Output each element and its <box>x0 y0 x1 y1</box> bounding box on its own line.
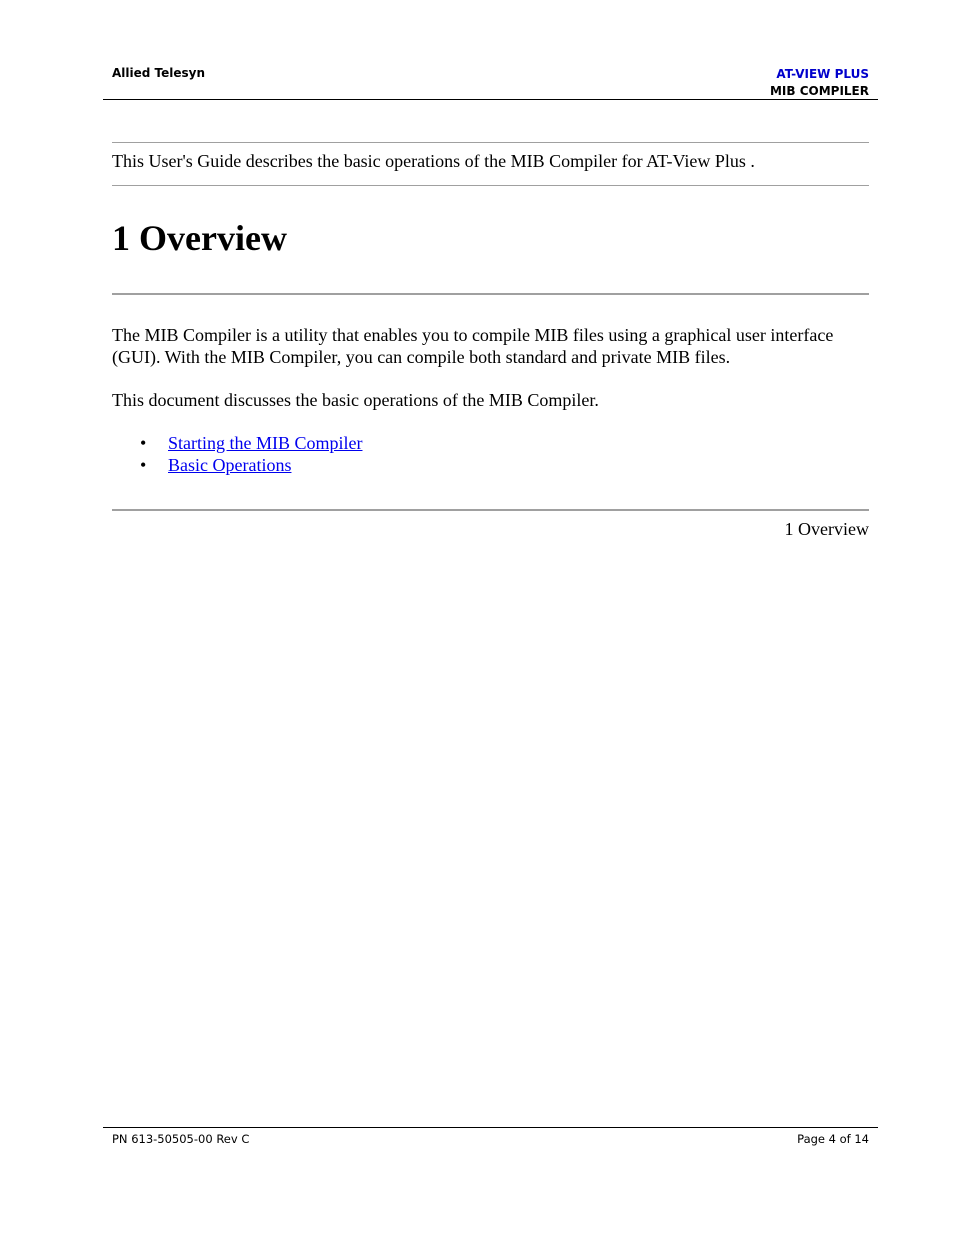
product-name: AT-VIEW PLUS <box>776 67 869 81</box>
footer-rule <box>103 1127 878 1128</box>
title-rule <box>112 293 869 295</box>
part-number: PN 613-50505-00 Rev C <box>112 1132 250 1146</box>
list-item <box>112 455 362 477</box>
link-basic-operations[interactable]: Basic Operations <box>168 454 292 475</box>
header-rule <box>103 99 878 100</box>
section-end-rule <box>112 509 869 511</box>
intro-text: This User's Guide describes the basic operations of the MIB Compiler for AT-View Plus . <box>112 151 755 171</box>
intro-top-rule <box>112 142 869 143</box>
overview-paragraph: The MIB Compiler is a utility that enables you to compile MIB files using a graphical user interface (GUI). With the MIB Compiler, you can compile both standard and private MIB files. <box>112 325 834 367</box>
header-subtitle: MIB COMPILER <box>769 84 869 98</box>
company-name: Allied Telesyn <box>112 66 206 80</box>
page-number: Page 4 of 14 <box>797 1132 869 1146</box>
scope-paragraph: This document discusses the basic operations of the MIB Compiler. <box>112 390 599 410</box>
topic-link-list <box>112 433 362 476</box>
bullet-icon: • <box>140 433 147 453</box>
page-title: 1 Overview <box>112 218 287 258</box>
header-product-block <box>770 66 869 100</box>
list-item <box>112 433 362 455</box>
intro-bottom-rule <box>112 185 869 186</box>
breadcrumb: 1 Overview <box>784 519 869 539</box>
link-starting-mib-compiler[interactable]: Starting the MIB Compiler <box>168 433 363 453</box>
bullet-icon: • <box>140 454 147 475</box>
